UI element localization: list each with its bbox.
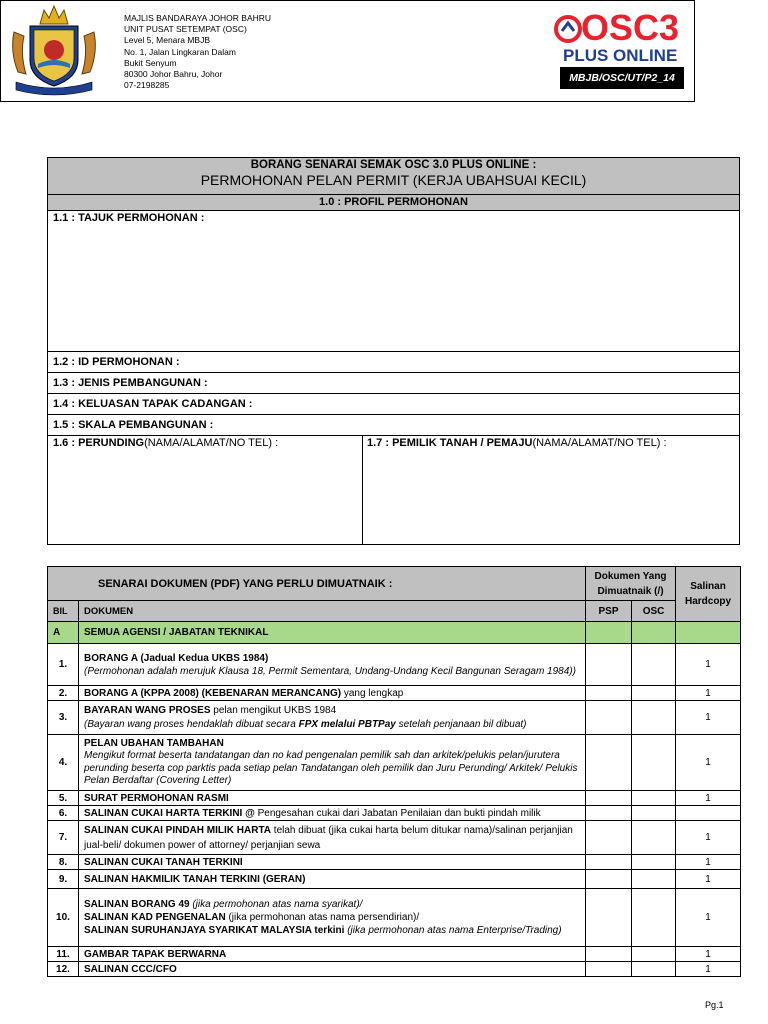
row-number: 6. <box>48 806 79 821</box>
row-number: 11. <box>48 947 79 962</box>
address-block <box>124 13 271 91</box>
doc-title: SURAT PERMOHONAN RASMI <box>79 791 586 806</box>
field-skala-pembangunan[interactable] <box>47 415 740 436</box>
doc-note: (Permohonan adalah merujuk Klausa 18, Permit Sementara, Undang-Undang Kecil Bangunan Seragam 1984)) <box>84 665 576 677</box>
field-keluasan-tapak[interactable] <box>47 394 740 415</box>
row-number: 2. <box>48 686 79 701</box>
psp-checkbox[interactable] <box>586 889 632 947</box>
osc-checkbox[interactable] <box>632 962 676 977</box>
table-row <box>48 870 741 889</box>
table-row <box>48 962 741 977</box>
row-number: 5. <box>48 791 79 806</box>
doc-note: telah dibuat (jika cukai harta belum ditukar nama)/salinan perjanjian jual-beli/ dokumen power of attorney/ perjanjian sewa <box>84 824 573 851</box>
field-pemilik-tanah[interactable] <box>362 436 740 545</box>
hardcopy-count: 1 <box>676 947 741 962</box>
field-label-rest: (NAMA/ALAMAT/NO TEL) : <box>144 437 279 449</box>
form-title-line1: BORANG SENARAI SEMAK OSC 3.0 PLUS ONLINE : <box>250 159 537 171</box>
hardcopy-count: 1 <box>676 701 741 735</box>
doc-note: (Bayaran wang proses hendaklah dibuat secara <box>84 718 299 730</box>
table-row <box>48 889 741 947</box>
osc-checkbox[interactable] <box>632 855 676 870</box>
row-number: 3. <box>48 701 79 735</box>
field-id-permohonan[interactable] <box>47 352 740 373</box>
osc-checkbox[interactable] <box>632 889 676 947</box>
doc-note: pelan mengikut UKBS 1984 <box>210 704 337 716</box>
hardcopy-count: 1 <box>676 870 741 889</box>
row-number: 10. <box>48 889 79 947</box>
doc-title: SALINAN CUKAI HARTA TERKINI @ <box>84 807 255 819</box>
doc-note: yang lengkap <box>341 687 404 699</box>
doc-title: SALINAN CCC/CFO <box>79 962 586 977</box>
col-header-psp: PSP <box>586 601 632 622</box>
hardcopy-count: 1 <box>676 962 741 977</box>
table-row <box>48 686 741 701</box>
psp-checkbox[interactable] <box>586 855 632 870</box>
field-label: 1.4 : KELUASAN TAPAK CADANGAN : <box>53 398 253 410</box>
doc-title: BORANG A (Jadual Kedua UKBS 1984) <box>84 652 269 664</box>
doc-title: GAMBAR TAPAK BERWARNA <box>79 947 586 962</box>
table-row <box>48 735 741 791</box>
logo-main-text: OSC3 <box>581 7 680 48</box>
johor-bahru-crest-icon <box>8 2 100 98</box>
osc-checkbox[interactable] <box>632 644 676 686</box>
field-label-bold: 1.6 : PERUNDING <box>53 437 145 449</box>
hardcopy-count: 1 <box>676 644 741 686</box>
form-code: MBJB/OSC/UT/P2_14 <box>560 67 684 89</box>
col-header-uploaded: Dokumen Yang Dimuatnaik (/) <box>586 567 676 601</box>
section-label: SEMUA AGENSI / JABATAN TEKNIKAL <box>79 622 586 644</box>
hardcopy-count: 1 <box>676 735 741 791</box>
col-header-osc: OSC <box>632 601 676 622</box>
psp-checkbox[interactable] <box>586 701 632 735</box>
letterhead <box>0 0 695 102</box>
table-row <box>48 701 741 735</box>
address-line: Bukit Senyum <box>124 57 177 68</box>
doc-title: SALINAN CUKAI TANAH TERKINI <box>79 855 586 870</box>
row-number: 7. <box>48 821 79 855</box>
field-jenis-pembangunan[interactable] <box>47 373 740 394</box>
osc-checkbox[interactable] <box>632 806 676 821</box>
hardcopy-count: 1 <box>676 791 741 806</box>
doc-title: SALINAN HAKMILIK TANAH TERKINI (GERAN) <box>79 870 586 889</box>
psp-checkbox[interactable] <box>586 962 632 977</box>
hardcopy-count: 1 <box>676 821 741 855</box>
hardcopy-count: 1 <box>676 686 741 701</box>
osc-checkbox[interactable] <box>632 870 676 889</box>
osc-checkbox[interactable] <box>632 947 676 962</box>
psp-checkbox[interactable] <box>586 735 632 791</box>
doc-note: (jika permohonan atas nama syarikat)/ <box>189 899 363 910</box>
osc-checkbox[interactable] <box>632 686 676 701</box>
doc-title: SALINAN SURUHANJAYA SYARIKAT MALAYSIA terkini <box>84 925 345 936</box>
row-number: 4. <box>48 735 79 791</box>
hardcopy-count: 1 <box>676 855 741 870</box>
doc-title: SALINAN BORANG 49 <box>84 899 190 910</box>
doc-title: PELAN UBAHAN TAMBAHAN <box>84 737 224 749</box>
table-title: SENARAI DOKUMEN (PDF) YANG PERLU DIMUATNAIK : <box>48 567 586 601</box>
row-number: 1. <box>48 644 79 686</box>
doc-title: BAYARAN WANG PROSES <box>84 704 211 716</box>
field-label: 1.3 : JENIS PEMBANGUNAN : <box>53 377 208 389</box>
form-title-line2: PERMOHONAN PELAN PERMIT (KERJA UBAHSUAI KECIL) <box>200 172 587 188</box>
document-checklist-table <box>47 566 741 977</box>
address-line: No. 1, Jalan Lingkaran Dalam <box>124 46 236 57</box>
osc-checkbox[interactable] <box>632 791 676 806</box>
col-header-dokumen: DOKUMEN <box>79 601 586 622</box>
field-tajuk-permohonan[interactable] <box>47 211 740 352</box>
doc-note: Pengesahan cukai dari Jabatan Penilaian dan bukti pindah milik <box>254 807 541 819</box>
psp-checkbox[interactable] <box>586 806 632 821</box>
section-osc-cell <box>632 622 676 644</box>
section-profil-header: 1.0 : PROFIL PERMOHONAN <box>47 195 740 211</box>
field-perunding[interactable] <box>47 436 363 545</box>
osc-checkbox[interactable] <box>632 821 676 855</box>
section-letter: A <box>48 622 79 644</box>
psp-checkbox[interactable] <box>586 870 632 889</box>
field-label-bold: 1.7 : PEMILIK TANAH / PEMAJU <box>367 437 533 449</box>
address-line: MAJLIS BANDARAYA JOHOR BAHRU <box>124 13 272 23</box>
osc-checkbox[interactable] <box>632 701 676 735</box>
row-number: 12. <box>48 962 79 977</box>
field-label: 1.1 : TAJUK PERMOHONAN : <box>53 212 205 224</box>
doc-note: setelah penjanaan bil dibuat) <box>395 718 527 730</box>
section-hardcopy-cell <box>676 622 741 644</box>
doc-title: BORANG A (KPPA 2008) (KEBENARAN MERANCANG) <box>84 687 342 699</box>
form-title-box <box>47 157 740 195</box>
hardcopy-count: 1 <box>676 889 741 947</box>
table-row <box>48 644 741 686</box>
row-number: 8. <box>48 855 79 870</box>
table-row <box>48 791 741 806</box>
field-label: 1.5 : SKALA PEMBANGUNAN : <box>53 419 214 431</box>
field-label: 1.2 : ID PERMOHONAN : <box>53 356 180 368</box>
psp-checkbox[interactable] <box>586 686 632 701</box>
row-number: 9. <box>48 870 79 889</box>
address-line: Level 5, Menara MBJB <box>124 35 210 46</box>
field-label-rest: (NAMA/ALAMAT/NO TEL) : <box>532 437 667 449</box>
doc-note: (jika permohonan atas nama persendirian)/ <box>225 912 420 923</box>
table-row <box>48 947 741 962</box>
table-row <box>48 821 741 855</box>
osc-checkbox[interactable] <box>632 735 676 791</box>
hardcopy-count <box>676 806 741 821</box>
address-line: UNIT PUSAT SETEMPAT (OSC) <box>124 24 247 35</box>
psp-checkbox[interactable] <box>586 791 632 806</box>
doc-note-bold: FPX melalui PBTPay <box>298 718 396 730</box>
table-row <box>48 855 741 870</box>
psp-checkbox[interactable] <box>586 947 632 962</box>
doc-title: SALINAN CUKAI PINDAH MILIK HARTA <box>84 824 272 836</box>
logo-sub-text: PLUS ONLINE <box>563 46 678 65</box>
page-number: Pg.1 <box>705 1000 724 1010</box>
psp-checkbox[interactable] <box>586 644 632 686</box>
section-psp-cell <box>586 622 632 644</box>
table-row <box>48 806 741 821</box>
doc-title: SALINAN KAD PENGENALAN <box>84 912 226 923</box>
address-line: 80300 Johor Bahru, Johor <box>124 69 223 80</box>
doc-note: (jika permohonan atas nama Enterprise/Trading) <box>344 925 562 936</box>
psp-checkbox[interactable] <box>586 821 632 855</box>
col-header-bil: BIL <box>48 601 79 622</box>
address-line: 07-2198285 <box>124 80 170 91</box>
doc-note: Mengikut format beserta tandatangan dan no kad pengenalan pemilik sah dan arkitek/pelukis pelan/jurutera perunding beserta cop parktis pada setiap pelan Tandatangan oleh pemilik dan Juru Perunding/ Arkitek/ Pelukis Pelan Berdaftar (Covering Letter) <box>84 750 578 786</box>
col-header-hardcopy: Salinan Hardcopy <box>676 567 741 622</box>
